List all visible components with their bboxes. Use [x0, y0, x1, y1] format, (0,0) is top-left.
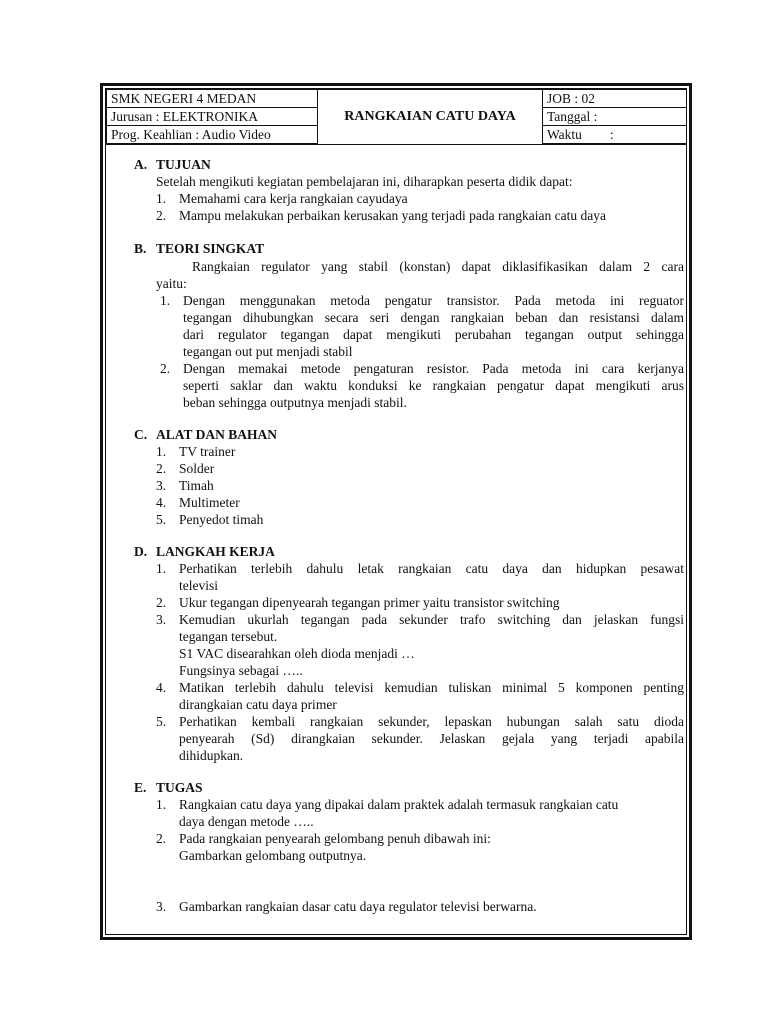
- list-item-line: tegangan dihubungkan secara seri dengan rangkaian beban dan resistansi dalam: [183, 310, 684, 325]
- list-item-line: S1 VAC disearahkan oleh dioda menjadi …: [179, 646, 415, 661]
- list-number: 4.: [156, 680, 167, 695]
- list-number: 2.: [156, 208, 167, 223]
- list-item-line: Gambarkan rangkaian dasar catu daya regulator televisi berwarna.: [179, 899, 537, 914]
- section-b-heading: B. TEORI SINGKAT: [134, 241, 265, 256]
- list-item: Memahami cara kerja rangkaian cayudaya: [179, 191, 408, 206]
- time-field: [543, 126, 687, 145]
- list-item-line: penyearah (Sd) dirangkaian sekunder. Jelaskan gejala yang terjadi apabila: [179, 731, 684, 746]
- list-number: 1.: [156, 191, 167, 206]
- list-item-line: dihidupkan.: [179, 748, 244, 763]
- list-number: 1.: [160, 293, 171, 308]
- list-number: 1.: [156, 561, 167, 576]
- list-number: 2.: [156, 831, 167, 846]
- list-item-line: Gambarkan gelombang outputnya.: [179, 848, 367, 863]
- list-number: 1.: [156, 444, 167, 459]
- list-item: TV trainer: [179, 444, 236, 459]
- list-item-line: Perhatikan kembali rangkaian sekunder, lepaskan hubungan salah satu dioda: [179, 714, 684, 729]
- school-name: SMK NEGERI 4 MEDAN: [107, 90, 318, 108]
- list-item-line: Kemudian ukurlah tegangan pada sekunder trafo switching dan jelaskan fungsi: [179, 612, 684, 627]
- list-number: 3.: [156, 899, 167, 914]
- list-item-line: tegangan out put menjadi stabil: [183, 344, 353, 359]
- list-item-line: Pada rangkaian penyearah gelombang penuh dibawah ini:: [179, 831, 491, 846]
- list-number: 2.: [160, 361, 171, 376]
- section-e-heading: E. TUGAS: [134, 780, 203, 795]
- list-item-line: Ukur tegangan dipenyearah tegangan primer yaitu transistor switching: [179, 595, 560, 610]
- section-b-intro-cont: yaitu:: [156, 276, 187, 291]
- list-number: 5.: [156, 512, 167, 527]
- list-number: 3.: [156, 478, 167, 493]
- list-number: 3.: [156, 612, 167, 627]
- list-item-line: seperti saklar dan waktu konduksi ke rangkaian pengatur dapat mengikuti arus: [183, 378, 684, 393]
- program: Prog. Keahlian : Audio Video: [107, 126, 318, 145]
- list-item-line: dirangkaian catu daya primer: [179, 697, 337, 712]
- job-number: JOB : 02: [543, 90, 687, 108]
- section-b-intro: Rangkaian regulator yang stabil (konstan) dapat diklasifikasikan dalam 2 cara: [192, 259, 684, 274]
- list-item-line: televisi: [179, 578, 218, 593]
- list-number: 1.: [156, 797, 167, 812]
- section-a-intro: Setelah mengikuti kegiatan pembelajaran ini, diharapkan peserta didik dapat:: [156, 174, 573, 189]
- list-item-line: Dengan menggunakan metoda pengatur transistor. Pada metoda ini reguator: [183, 293, 684, 308]
- list-number: 5.: [156, 714, 167, 729]
- list-item: Penyedot timah: [179, 512, 264, 527]
- list-item: Timah: [179, 478, 214, 493]
- section-c-heading: C. ALAT DAN BAHAN: [134, 427, 278, 442]
- date-field: Tanggal :: [543, 108, 687, 126]
- list-item-line: Fungsinya sebagai …..: [179, 663, 303, 678]
- department: Jurusan : ELEKTRONIKA: [107, 108, 318, 126]
- list-item: Solder: [179, 461, 215, 476]
- time-label: Waktu: [547, 126, 582, 142]
- list-item-line: dari regulator tegangan dapat mengikuti perubahan tegangan output sehingga: [183, 327, 684, 342]
- list-item-line: beban sehingga outputnya menjadi stabil.: [183, 395, 407, 410]
- list-item-line: Rangkaian catu daya yang dipakai dalam praktek adalah termasuk rangkaian catu: [179, 797, 619, 812]
- list-number: 4.: [156, 495, 167, 510]
- list-item-line: daya dengan metode …..: [179, 814, 314, 829]
- list-item: Multimeter: [179, 495, 240, 510]
- header-table: [106, 89, 687, 145]
- section-a-heading: A. TUJUAN: [134, 157, 211, 172]
- list-item: Mampu melakukan perbaikan kerusakan yang terjadi pada rangkaian catu daya: [179, 208, 606, 223]
- list-item-line: Matikan terlebih dahulu televisi kemudian tuliskan minimal 5 komponen penting: [179, 680, 684, 695]
- time-colon: :: [609, 126, 614, 142]
- list-item-line: Dengan memakai metode pengaturan resistor. Pada metoda ini cara kerjanya: [183, 361, 684, 376]
- list-number: 2.: [156, 461, 167, 476]
- worksheet-title: RANGKAIAN CATU DAYA: [318, 90, 543, 145]
- list-item-line: tegangan tersebut.: [179, 629, 278, 644]
- list-number: 2.: [156, 595, 167, 610]
- section-d-heading: D. LANGKAH KERJA: [134, 544, 275, 559]
- list-item-line: Perhatikan terlebih dahulu letak rangkaian catu daya dan hidupkan pesawat: [179, 561, 684, 576]
